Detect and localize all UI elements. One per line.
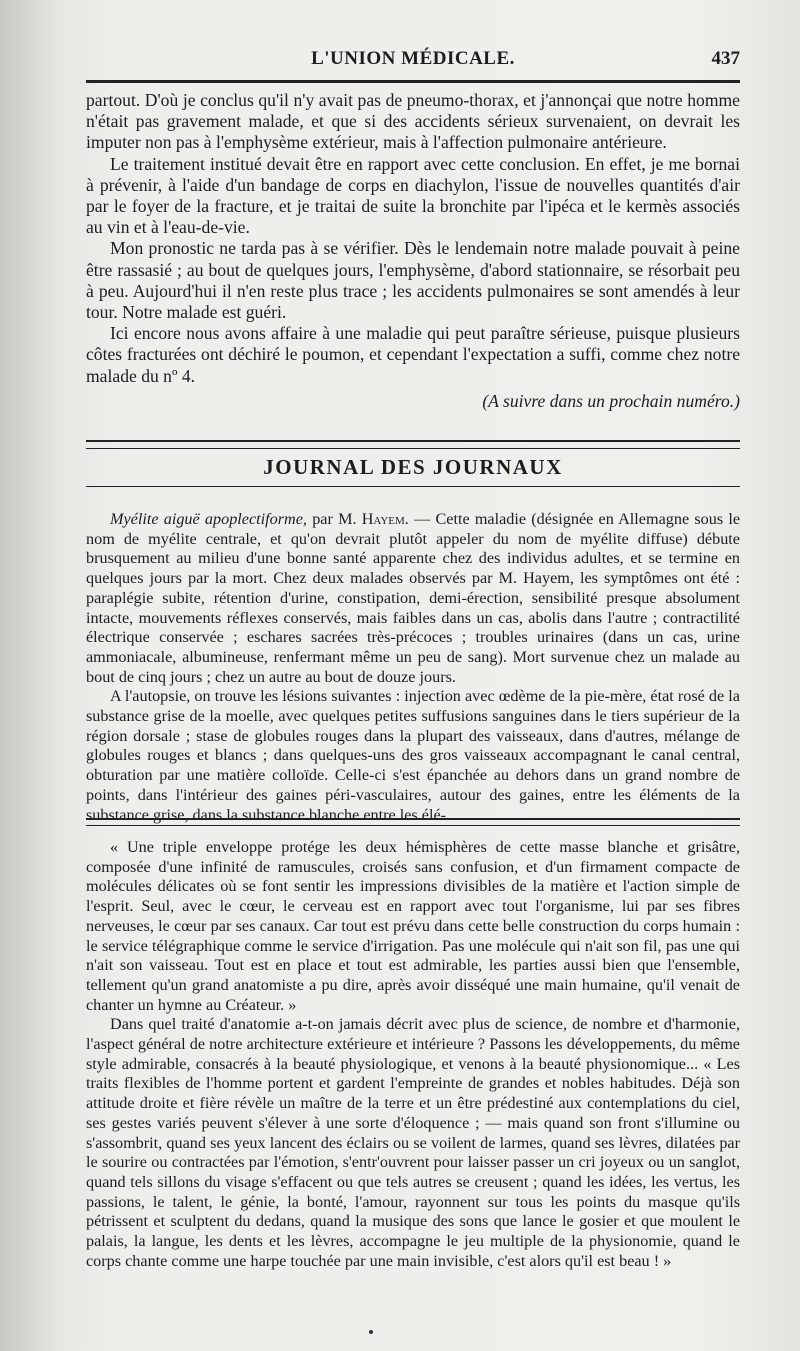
article-paragraph: partout. D'où je conclus qu'il n'y avait pas de pneumo-thorax, et j'annonçai que notre homme n'était pas gravement malade, et que si des accidents sérieux survenaient, on devrait les imputer non pas à l'emphysème extérieur, mais à l'affection pulmonaire antérieure. <box>86 90 740 153</box>
section-rule-bottom <box>86 486 740 487</box>
feuilleton <box>86 838 740 1271</box>
entry-by: par M. <box>312 510 357 528</box>
article-ending <box>86 90 740 412</box>
entry-title: Myélite aiguë apoplectiforme, <box>110 510 307 528</box>
feuilleton-paragraph: « Une triple enveloppe protége les deux hémisphères de cette masse blanche et grisâtre, composée d'une infinité de ramuscules, croisés sans confusion, et d'un firmament compacte de molécules délicates où se font sentir les impressions divisibles de la matière et l'action simple de l'esprit. Seul, avec le cœur, le cerveau est en rapport avec tout l'organisme, lui par ses fibres nerveuses, le cœur par ses canaux. Car tout est prévu dans cette belle construction du corps humain : le service télégraphique comme le service d'irrigation. Pas une molécule qui n'ait son fil, pas une qui n'ait son vaisseau. Tout est en place et tout est admirable, les parties aussi bien que l'ensemble, tellement qu'un grand anatomiste a pu dire, après avoir disséqué une main humaine, qu'il venait de chanter un hymne au Créateur. » <box>86 838 740 1014</box>
article-paragraph: Ici encore nous avons affaire à une maladie qui peut paraître sérieuse, puisque plusieurs côtes fracturées ont déchiré le poumon, et cependant l'expectation a suffi, comme chez notre malade du nº 4. <box>86 323 740 386</box>
running-title: L'UNION MÉDICALE. <box>311 48 515 69</box>
entry-dash: — <box>408 510 436 528</box>
page-number: 437 <box>711 48 740 69</box>
header-rule <box>86 80 740 83</box>
print-mark <box>369 1330 373 1334</box>
article-paragraph: Le traitement institué devait être en rapport avec cette conclusion. En effet, je me bornai à prévenir, à l'aide d'un bandage de corps en diachylon, l'issue de nouvelles quantités d'air par le foyer de la fracture, et je traitai de suite la bronchite par l'ipéca et le kermès associés au vin et à l'eau-de-vie. <box>86 153 740 238</box>
section-title: JOURNAL DES JOURNAUX <box>263 455 563 479</box>
entry-text: Cette maladie (désignée en Allemagne sous le nom de myélite centrale, et qu'on devrait plutôt appeler du nom de myélite diffuse) débute brusquement au milieu d'une bonne santé apparente chez des individus adultes, et se termine en quelques jours par la mort. Chez deux malades observés par M. Hayem, les symptômes ont été : paraplégie subite, rétention d'urine, constipation, demi-érection, sensibilité presque absolument intacte, mouvements réflexes conservés, mais faibles dans un cas, abolis dans l'autre ; contractilité électrique conservée ; eschares sacrées très-précoces ; troubles urinaires (dans un cas, urine ammoniacale, albumineuse, renfermant même un peu de sang). Mort survenue chez un malade au bout de cinq jours ; chez un autre au bout de douze jours. <box>86 510 741 686</box>
feuilleton-paragraph: Dans quel traité d'anatomie a-t-on jamais décrit avec plus de science, de nombre et d'harmonie, l'aspect général de notre architecture extérieure et intérieure ? Passons les développements, du même style admirable, consacrés à la beauté physiologique, et venons à la beauté physionomique... « Les traits flexibles de l'homme portent et gardent l'empreinte de grandes et nobles habitudes. Déjà son attitude droite et fière révèle un maître de la terre et un être prédestiné aux contemplations du ciel, ses gestes variés peuvent s'élever à une sorte d'éloquence ; — mais quand son front s'illumine ou s'assombrit, quand ses yeux lancent des éclairs ou se voilent de larmes, quand ses lèvres, dilatées par le sourire ou contractées par l'émotion, s'entr'ouvrent pour laisser passer un cri joyeux ou un sanglot, quand tels sillons du visage s'effacent ou que tels autres se creusent ; quand les idées, les vertus, les passions, le talent, le génie, la bonté, l'amour, rayonnent sur tous les points du masque qu'ils pétrissent et sculptent du dedans, quand la musique des sons que lance le gosier et que moulent le palais, la langue, les dents et les lèvres, accompagne le jeu multiple de la physionomie, quand le corps chante comme une harpe touchée par une main invisible, c'est alors qu'il est beau ! » <box>86 1015 740 1270</box>
entry-paragraph <box>86 510 740 687</box>
article-paragraph: Mon pronostic ne tarda pas à se vérifier. Dès le lendemain notre malade pouvait à peine être rassasié ; au bout de quelques jours, l'emphysème, d'abord stationnaire, se résorbait peu à peu. Aujourd'hui il n'en reste plus trace ; les accidents pulmonaires se sont amendés à leur tour. Notre malade est guéri. <box>86 238 740 323</box>
entry-author: Hayem. <box>361 510 409 528</box>
section-rule-top <box>86 440 740 449</box>
entry-paragraph: A l'autopsie, on trouve les lésions suivantes : injection avec œdème de la pie-mère, état rosé de la substance grise de la moelle, avec quelques petites suffusions sanguines dans le tiers supérieur de la région dorsale ; stase de globules rouges dans la plupart des vaisseaux, dans d'autres, mélange de globules rouges et blancs ; dans quelques-uns des gros vaisseaux accompagnant le canal central, obturation par une matière colloïde. Celle-ci s'est épanchée au dehors dans un grand nombre de points, dans l'intérieur des gaines péri-vasculaires, autour des gaines, entre les éléments de la substance grise, dans la substance blanche entre les élé- <box>86 687 740 824</box>
journal-entry <box>86 510 740 825</box>
continuation-note: (A suivre dans un prochain numéro.) <box>482 390 740 411</box>
page-header <box>86 44 740 74</box>
feuilleton-divider <box>86 818 740 826</box>
